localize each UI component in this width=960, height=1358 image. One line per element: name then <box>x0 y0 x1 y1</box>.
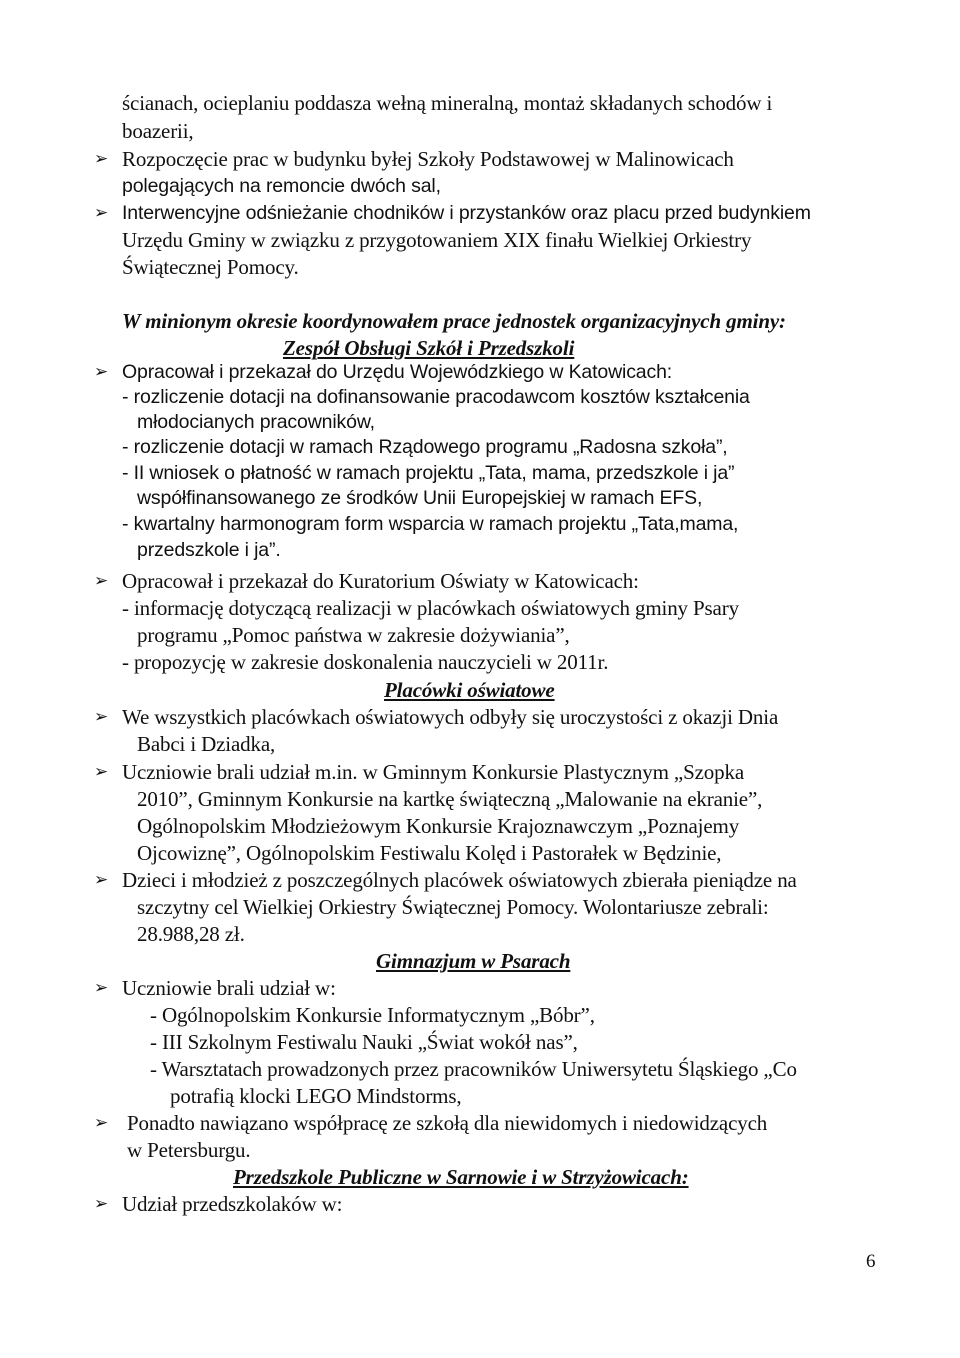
text-line: Rozpoczęcie prac w budynku byłej Szkoły Podstawowej w Malinowicach <box>122 147 734 171</box>
text-line: - Ogólnopolskim Konkursie Informatycznym „Bóbr”, <box>150 1003 595 1027</box>
section-heading: Zespół Obsługi Szkół i Przedszkoli <box>283 336 575 360</box>
page-number: 6 <box>866 1251 876 1272</box>
text-line: Ojcowiznę”, Ogólnopolskim Festiwalu Kolęd i Pastorałek w Będzinie, <box>137 841 722 865</box>
arrow-bullet-icon: ➢ <box>94 870 109 890</box>
text-line: młodocianych pracowników, <box>137 411 375 433</box>
text-line: współfinansowanego ze środków Unii Europejskiej w ramach EFS, <box>137 487 703 509</box>
text-line: 2010”, Gminnym Konkursie na kartkę świąteczną „Malowanie na ekranie”, <box>137 787 763 811</box>
text-line: - III Szkolnym Festiwalu Nauki „Świat wokół nas”, <box>150 1030 578 1054</box>
text-line: Babci i Dziadka, <box>137 732 276 756</box>
text-line: potrafią klocki LEGO Mindstorms, <box>170 1084 462 1108</box>
text-line: Ogólnopolskim Młodzieżowym Konkursie Krajoznawczym „Poznajemy <box>137 814 740 838</box>
text-line: - kwartalny harmonogram form wsparcia w ramach projektu „Tata,mama, <box>122 513 739 535</box>
section-heading: Przedszkole Publiczne w Sarnowie i w Strzyżowicach: <box>233 1165 689 1189</box>
arrow-bullet-icon: ➢ <box>94 571 109 591</box>
text-line: Urzędu Gminy w związku z przygotowaniem XIX finału Wielkiej Orkiestry <box>122 228 752 252</box>
text-line: szczytny cel Wielkiej Orkiestry Świątecznej Pomocy. Wolontariusze zebrali: <box>137 895 769 919</box>
arrow-bullet-icon: ➢ <box>94 203 109 223</box>
section-heading: Placówki oświatowe <box>384 678 555 702</box>
text-line: Opracował i przekazał do Kuratorium Oświaty w Katowicach: <box>122 569 639 593</box>
intro-heading: W minionym okresie koordynowałem prace jednostek organizacyjnych gminy: <box>122 309 786 333</box>
arrow-bullet-icon: ➢ <box>94 362 109 382</box>
arrow-bullet-icon: ➢ <box>94 707 109 727</box>
arrow-bullet-icon: ➢ <box>94 149 109 169</box>
text-line: - Warsztatach prowadzonych przez pracowników Uniwersytetu Śląskiego „Co <box>150 1057 797 1081</box>
arrow-bullet-icon: ➢ <box>94 1194 109 1214</box>
arrow-bullet-icon: ➢ <box>94 978 109 998</box>
text-line: Opracował i przekazał do Urzędu Wojewódzkiego w Katowicach: <box>122 361 673 383</box>
text-line: - II wniosek o płatność w ramach projektu „Tata, mama, przedszkole i ja” <box>122 462 735 484</box>
text-line: programu „Pomoc państwa w zakresie dożywiania”, <box>137 623 570 647</box>
text-line: Dzieci i młodzież z poszczególnych placówek oświatowych zbierała pieniądze na <box>122 868 797 892</box>
text-line: - rozliczenie dotacji na dofinansowanie pracodawcom kosztów kształcenia <box>122 386 750 408</box>
text-line: w Petersburgu. <box>127 1138 251 1162</box>
text-line: Uczniowie brali udział w: <box>122 976 336 1000</box>
text-line: przedszkole i ja”. <box>137 539 281 561</box>
text-line: ścianach, ocieplaniu poddasza wełną mineralną, montaż składanych schodów i <box>122 91 773 115</box>
text-line: Uczniowie brali udział m.in. w Gminnym Konkursie Plastycznym „Szopka <box>122 760 745 784</box>
text-line: We wszystkich placówkach oświatowych odbyły się uroczystości z okazji Dnia <box>122 705 779 729</box>
text-line: 28.988,28 zł. <box>137 922 245 946</box>
text-line: - informację dotyczącą realizacji w placówkach oświatowych gminy Psary <box>122 596 739 620</box>
section-heading: Gimnazjum w Psarach <box>376 949 571 973</box>
text-line: Ponadto nawiązano współpracę ze szkołą dla niewidomych i niedowidzących <box>127 1111 768 1135</box>
arrow-bullet-icon: ➢ <box>94 1113 109 1133</box>
text-line: - propozycję w zakresie doskonalenia nauczycieli w 2011r. <box>122 650 609 674</box>
text-line: Interwencyjne odśnieżanie chodników i przystanków oraz placu przed budynkiem <box>122 202 811 224</box>
text-line: Udział przedszkolaków w: <box>122 1192 343 1216</box>
arrow-bullet-icon: ➢ <box>94 762 109 782</box>
text-line: Świątecznej Pomocy. <box>122 255 299 279</box>
text-line: polegających na remoncie dwóch sal, <box>122 175 441 197</box>
text-line: boazerii, <box>122 119 194 143</box>
text-line: - rozliczenie dotacji w ramach Rządowego programu „Radosna szkoła”, <box>122 436 728 458</box>
